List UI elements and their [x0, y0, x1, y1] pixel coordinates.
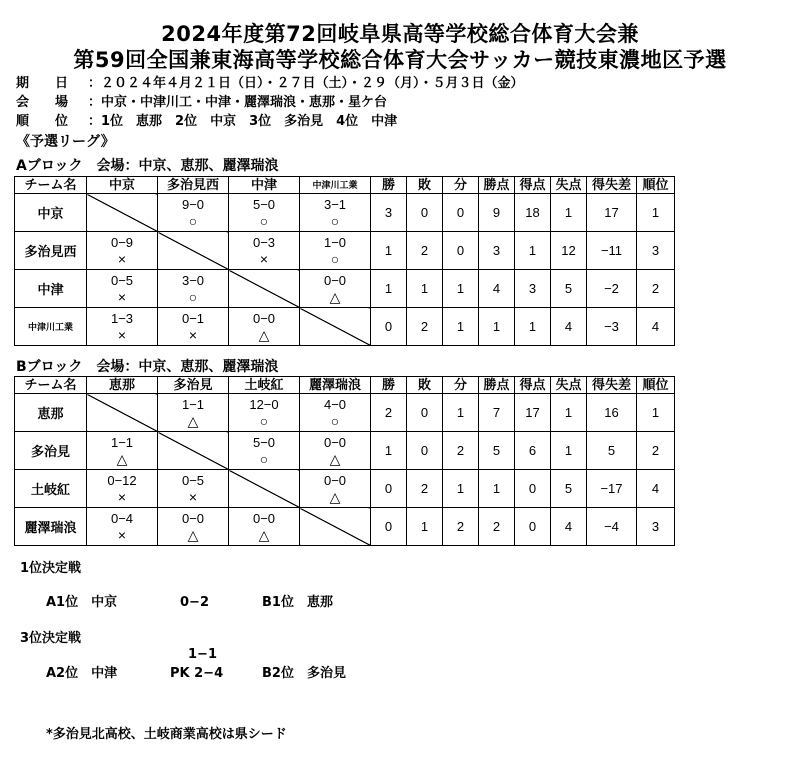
final1-left: A1位 中京: [46, 595, 118, 610]
diagonal-cell: [87, 194, 158, 232]
stat-cell: 4: [479, 270, 515, 308]
result-mark-icon: △: [187, 412, 199, 429]
team-name: 中津川工業: [15, 308, 87, 346]
match-result: [87, 470, 158, 508]
stat-cell: 0: [407, 432, 443, 470]
stat-cell: 1: [515, 232, 551, 270]
match-score: 1−3: [110, 310, 134, 326]
block-a-header-cell: 失点: [551, 177, 587, 194]
match-score: 5−0: [252, 196, 276, 212]
match-score: 0−3: [252, 234, 276, 250]
result-mark-icon: △: [258, 326, 270, 343]
info-date-value: ：２０２４年４月２１日（日）・２７日（土）・２９（月）・５月３日（金）: [88, 76, 524, 91]
block-b-table-row: [15, 394, 675, 432]
result-mark-icon: ○: [188, 212, 198, 229]
stat-cell: 1: [637, 194, 675, 232]
final1-right: B1位 恵那: [262, 595, 333, 610]
match-result: [300, 432, 371, 470]
match-result: [87, 270, 158, 308]
stat-cell: 3: [637, 232, 675, 270]
block-a-header-cell: 分: [443, 177, 479, 194]
stat-cell: 2: [371, 394, 407, 432]
result-mark-icon: ○: [330, 212, 340, 229]
seed-note: *多治見北高校、土岐商業高校は県シード: [46, 727, 287, 742]
result-mark-icon: △: [329, 288, 341, 305]
result-mark-icon: ○: [259, 412, 269, 429]
result-mark-icon: ○: [259, 450, 269, 467]
title-line-1: 2024年度第72回岐阜県高等学校総合体育大会兼: [161, 22, 639, 46]
result-mark-icon: ○: [330, 250, 340, 267]
block-a-header-cell: 得点: [515, 177, 551, 194]
stat-cell: 2: [479, 508, 515, 546]
title-line-2: 第59回全国兼東海高等学校総合体育大会サッカー競技東濃地区予選: [73, 48, 727, 72]
result-mark-icon: △: [116, 450, 128, 467]
stat-cell: 1: [443, 270, 479, 308]
team-name: 中津: [15, 270, 87, 308]
stat-cell: 1: [371, 432, 407, 470]
block-b-header-cell: チーム名: [15, 377, 87, 394]
match-score: 0−5: [110, 272, 134, 288]
match-score: 5−0: [252, 434, 276, 450]
block-b-header-cell: 麗澤瑞浪: [300, 377, 371, 394]
match-score: 1−0: [323, 234, 347, 250]
stat-cell: 4: [551, 508, 587, 546]
stat-cell: 4: [637, 308, 675, 346]
match-score: 0−0: [323, 434, 347, 450]
stat-cell: 1: [551, 394, 587, 432]
stat-cell: 0: [371, 508, 407, 546]
team-name: 多治見: [15, 432, 87, 470]
match-score: 1−1: [181, 396, 205, 412]
stat-cell: 1: [551, 194, 587, 232]
team-name: 多治見西: [15, 232, 87, 270]
stat-cell: 2: [443, 508, 479, 546]
info-venue-key: 会 場: [16, 95, 69, 110]
stat-cell: 2: [407, 232, 443, 270]
stat-cell: −4: [587, 508, 637, 546]
match-result: [229, 394, 300, 432]
match-result: [300, 232, 371, 270]
block-b-header-cell: 恵那: [87, 377, 158, 394]
stat-cell: 0: [407, 394, 443, 432]
stat-cell: 0: [443, 232, 479, 270]
stat-cell: 1: [407, 508, 443, 546]
final1-heading: 1位決定戦: [20, 561, 82, 576]
info-venue: [16, 94, 387, 112]
stat-cell: 5: [551, 270, 587, 308]
stat-cell: 1: [515, 308, 551, 346]
stat-cell: 12: [551, 232, 587, 270]
stat-cell: 1: [443, 308, 479, 346]
stat-cell: 0: [371, 470, 407, 508]
match-result: [229, 232, 300, 270]
block-a-table-row: [15, 270, 675, 308]
match-result: [87, 432, 158, 470]
team-name: 中京: [15, 194, 87, 232]
match-result: [229, 194, 300, 232]
stat-cell: 2: [637, 270, 675, 308]
diagonal-cell: [229, 470, 300, 508]
block-b-header-cell: 得点: [515, 377, 551, 394]
info-date-key: 期 日: [16, 76, 69, 91]
stat-cell: −17: [587, 470, 637, 508]
block-a-header-cell: 中京: [87, 177, 158, 194]
match-result: [300, 470, 371, 508]
stat-cell: 17: [587, 194, 637, 232]
result-mark-icon: ×: [259, 250, 269, 267]
stat-cell: 3: [479, 232, 515, 270]
match-result: [87, 508, 158, 546]
final1-score: 0−2: [180, 595, 209, 610]
stat-cell: 2: [443, 432, 479, 470]
block-a-heading: Aブロック 会場：中京、恵那、麗澤瑞浪: [16, 158, 279, 174]
match-result: [158, 508, 229, 546]
info-venue-value: ：中京・中津川工・中津・麗澤瑞浪・恵那・星ケ台: [88, 95, 388, 110]
result-mark-icon: ×: [117, 526, 127, 543]
info-rank-value: ：1位 恵那 2位 中京 3位 多治見 4位 中津: [88, 114, 398, 129]
stat-cell: 7: [479, 394, 515, 432]
stat-cell: 1: [479, 470, 515, 508]
stat-cell: −2: [587, 270, 637, 308]
match-score: 0−1: [181, 310, 205, 326]
result-mark-icon: △: [258, 526, 270, 543]
match-result: [87, 308, 158, 346]
match-score: 0−0: [252, 310, 276, 326]
stat-cell: 0: [407, 194, 443, 232]
stat-cell: 3: [637, 508, 675, 546]
block-b-heading: Bブロック 会場：中京、恵那、麗澤瑞浪: [16, 359, 279, 375]
block-a-table-row: [15, 308, 675, 346]
match-result: [300, 270, 371, 308]
stat-cell: 1: [479, 308, 515, 346]
block-a-header-cell: 順位: [637, 177, 675, 194]
stat-cell: 1: [551, 432, 587, 470]
info-rank: [16, 113, 397, 131]
match-result: [158, 194, 229, 232]
result-mark-icon: ×: [117, 488, 127, 505]
info-rank-key: 順 位: [16, 114, 69, 129]
match-result: [300, 194, 371, 232]
stat-cell: 9: [479, 194, 515, 232]
stat-cell: 5: [551, 470, 587, 508]
block-a-table-row: [15, 232, 675, 270]
match-score: 12−0: [249, 396, 279, 412]
block-b-header-cell: 多治見: [158, 377, 229, 394]
match-score: 3−1: [323, 196, 347, 212]
match-result: [229, 508, 300, 546]
match-score: 1−1: [110, 434, 134, 450]
result-mark-icon: ×: [188, 488, 198, 505]
match-result: [229, 308, 300, 346]
block-b-header-cell: 順位: [637, 377, 675, 394]
info-date: [16, 75, 524, 93]
match-score: 3−0: [181, 272, 205, 288]
stat-cell: 0: [371, 308, 407, 346]
block-b-table-row: [15, 432, 675, 470]
result-mark-icon: ×: [188, 326, 198, 343]
match-score: 0−4: [110, 510, 134, 526]
stat-cell: 0: [443, 194, 479, 232]
stat-cell: 1: [371, 270, 407, 308]
match-score: 0−9: [110, 234, 134, 250]
match-result: [158, 270, 229, 308]
result-mark-icon: ×: [117, 326, 127, 343]
block-a-header-cell: 中津川工業: [300, 177, 371, 194]
team-name: 麗澤瑞浪: [15, 508, 87, 546]
match-result: [87, 232, 158, 270]
match-result: [300, 394, 371, 432]
stat-cell: −3: [587, 308, 637, 346]
diagonal-cell: [300, 508, 371, 546]
match-score: 0−0: [323, 472, 347, 488]
match-result: [229, 432, 300, 470]
result-mark-icon: △: [329, 488, 341, 505]
stat-cell: 1: [637, 394, 675, 432]
final3-left: A2位 中津: [46, 666, 118, 681]
result-mark-icon: △: [187, 526, 199, 543]
match-result: [158, 394, 229, 432]
result-mark-icon: ×: [117, 250, 127, 267]
block-b-table-row: [15, 508, 675, 546]
match-result: [158, 470, 229, 508]
stat-cell: 1: [407, 270, 443, 308]
stat-cell: 4: [551, 308, 587, 346]
block-b-header-cell: 勝: [371, 377, 407, 394]
final3-right: B2位 多治見: [262, 666, 346, 681]
result-mark-icon: ○: [188, 288, 198, 305]
block-a-header-cell: 多治見西: [158, 177, 229, 194]
stat-cell: 1: [443, 470, 479, 508]
block-b-header-row: [15, 377, 675, 394]
block-a-table-row: [15, 194, 675, 232]
stat-cell: 3: [515, 270, 551, 308]
block-b-header-cell: 勝点: [479, 377, 515, 394]
stat-cell: −11: [587, 232, 637, 270]
stat-cell: 0: [515, 470, 551, 508]
result-mark-icon: ○: [330, 412, 340, 429]
block-b-header-cell: 分: [443, 377, 479, 394]
block-b-header-cell: 土岐紅: [229, 377, 300, 394]
diagonal-cell: [229, 270, 300, 308]
team-name: 土岐紅: [15, 470, 87, 508]
diagonal-cell: [158, 232, 229, 270]
stat-cell: 4: [637, 470, 675, 508]
diagonal-cell: [87, 394, 158, 432]
match-score: 0−0: [252, 510, 276, 526]
stat-cell: 5: [479, 432, 515, 470]
final3-heading: 3位決定戦: [20, 631, 82, 646]
stat-cell: 5: [587, 432, 637, 470]
block-a-header-cell: 中津: [229, 177, 300, 194]
block-a-header-cell: 勝点: [479, 177, 515, 194]
block-b-header-cell: 失点: [551, 377, 587, 394]
block-a-header-cell: チーム名: [15, 177, 87, 194]
block-a-header-cell: 得失差: [587, 177, 637, 194]
stat-cell: 1: [371, 232, 407, 270]
match-score: 0−0: [323, 272, 347, 288]
team-name: 恵那: [15, 394, 87, 432]
diagonal-cell: [300, 308, 371, 346]
stat-cell: 0: [515, 508, 551, 546]
stat-cell: 2: [637, 432, 675, 470]
block-a-header-cell: 敗: [407, 177, 443, 194]
diagonal-cell: [158, 432, 229, 470]
block-b-table-row: [15, 470, 675, 508]
block-a-header-cell: 勝: [371, 177, 407, 194]
stat-cell: 2: [407, 308, 443, 346]
block-b-table: [14, 376, 675, 546]
stat-cell: 1: [443, 394, 479, 432]
stat-cell: 3: [371, 194, 407, 232]
block-b-header-cell: 敗: [407, 377, 443, 394]
block-a-table: [14, 176, 675, 346]
block-a-header-row: [15, 177, 675, 194]
final3-score: PK 2−4: [170, 666, 224, 681]
stat-cell: 2: [407, 470, 443, 508]
stat-cell: 17: [515, 394, 551, 432]
prelim-heading: 《予選リーグ》: [16, 134, 115, 150]
match-score: 9−0: [181, 196, 205, 212]
stat-cell: 18: [515, 194, 551, 232]
result-mark-icon: ○: [259, 212, 269, 229]
match-score: 4−0: [323, 396, 347, 412]
final3-score-top: 1−1: [188, 647, 217, 662]
match-score: 0−5: [181, 472, 205, 488]
match-score: 0−12: [107, 472, 137, 488]
stat-cell: 6: [515, 432, 551, 470]
result-mark-icon: ×: [117, 288, 127, 305]
match-result: [158, 308, 229, 346]
result-mark-icon: △: [329, 450, 341, 467]
match-score: 0−0: [181, 510, 205, 526]
block-b-header-cell: 得失差: [587, 377, 637, 394]
stat-cell: 16: [587, 394, 637, 432]
